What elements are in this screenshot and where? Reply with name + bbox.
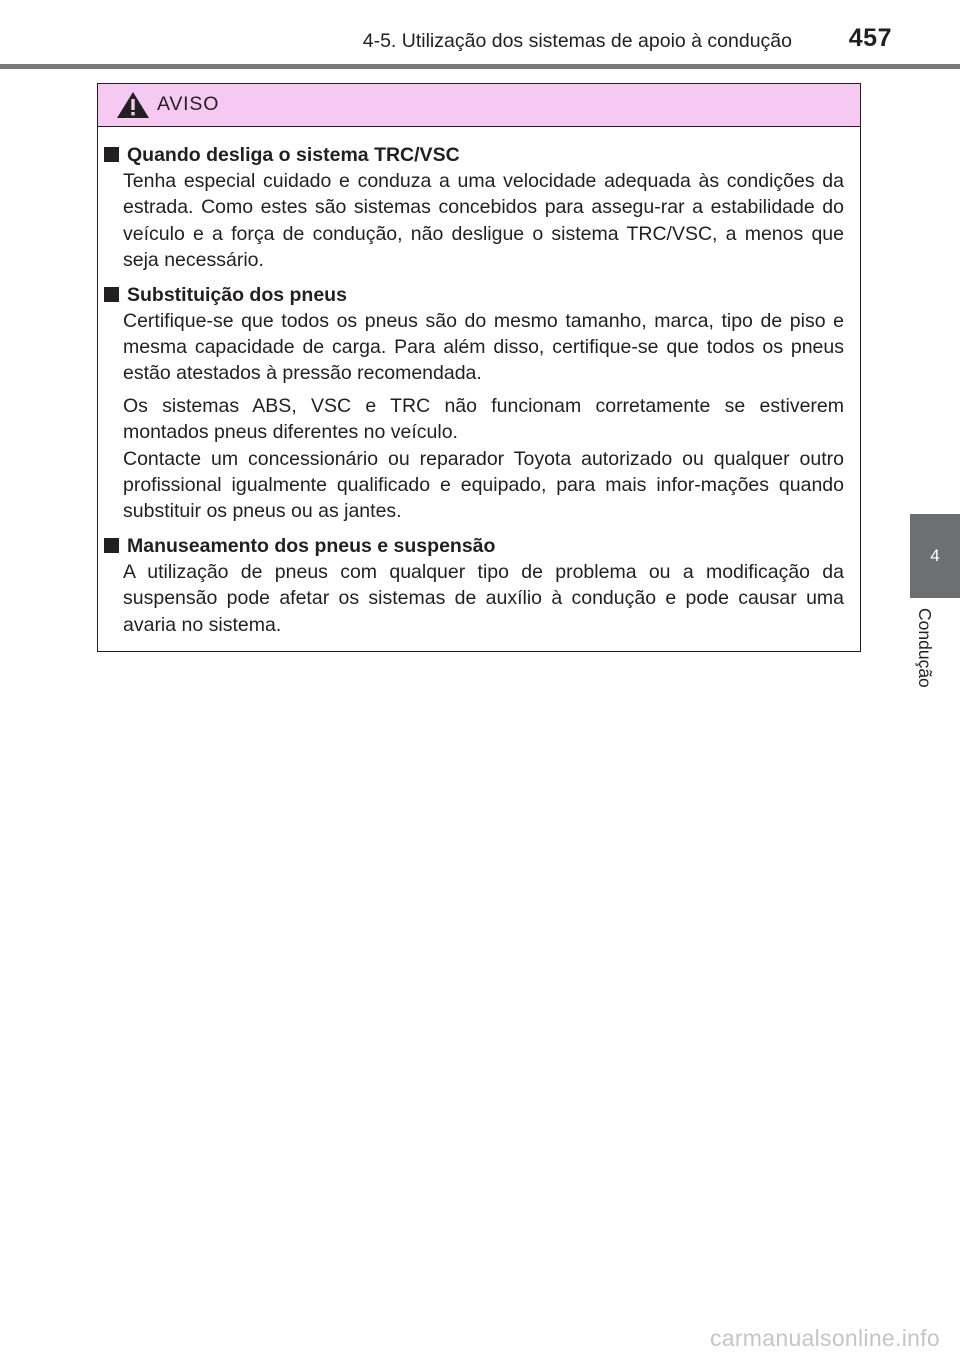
paragraph: Os sistemas ABS, VSC e TRC não funcionam corretamente se estiverem montados pneus diferentes no veículo. <box>123 394 844 444</box>
paragraph: A utilização de pneus com qualquer tipo de problema ou a modificação da suspensão pode afetar os sistemas de auxílio à condução e pode causar uma avaria no sistema. <box>123 560 844 636</box>
warning-content <box>98 142 860 646</box>
paragraph: Tenha especial cuidado e conduza a uma velocidade adequada às condições da estrada. Como estes são sistemas concebidos para assegu-rar a estabilidade do veículo e a força de condução, não desligue o sistema TRC/VSC, a menos que seja necessário. <box>123 170 844 272</box>
section-trc-vsc <box>98 142 860 274</box>
section-heading-text: Quando desliga o sistema TRC/VSC <box>127 144 460 166</box>
section-tyre-replacement <box>98 282 860 525</box>
warning-box <box>97 83 861 652</box>
section-heading-text: Substituição dos pneus <box>127 283 347 306</box>
paragraph: Contacte um concessionário ou reparador Toyota autorizado ou qualquer outro profissional igualmente qualificado e equipado, para mais infor-mações quando substituir os pneus ou as jantes. <box>123 447 844 523</box>
bullet-square-icon <box>104 287 119 302</box>
section-title: 4-5. Utilização dos sistemas de apoio à condução <box>362 30 792 52</box>
warning-triangle-icon <box>116 91 150 119</box>
section-heading <box>101 282 860 308</box>
bullet-square-icon <box>104 147 119 162</box>
section-heading <box>101 533 860 559</box>
watermark-url: carmanualsonline.info <box>709 1325 940 1351</box>
section-heading-text: Manuseamento dos pneus e suspensão <box>127 534 496 557</box>
page-number: 457 <box>848 24 892 52</box>
section-heading <box>101 142 860 168</box>
header-rule <box>0 64 960 69</box>
section-tyre-handling <box>98 533 860 638</box>
chapter-label: Condução <box>915 608 935 688</box>
warning-header <box>98 84 860 127</box>
chapter-label-container <box>890 604 960 714</box>
paragraph: Certifique-se que todos os pneus são do mesmo tamanho, marca, tipo de piso e mesma capacidade de carga. Para além disso, certifique-se que todos os pneus estão atestados à pressão recomendada. <box>123 309 844 385</box>
bullet-square-icon <box>104 538 119 553</box>
chapter-tab: 4 <box>910 514 960 598</box>
warning-label: AVISO <box>157 93 220 115</box>
